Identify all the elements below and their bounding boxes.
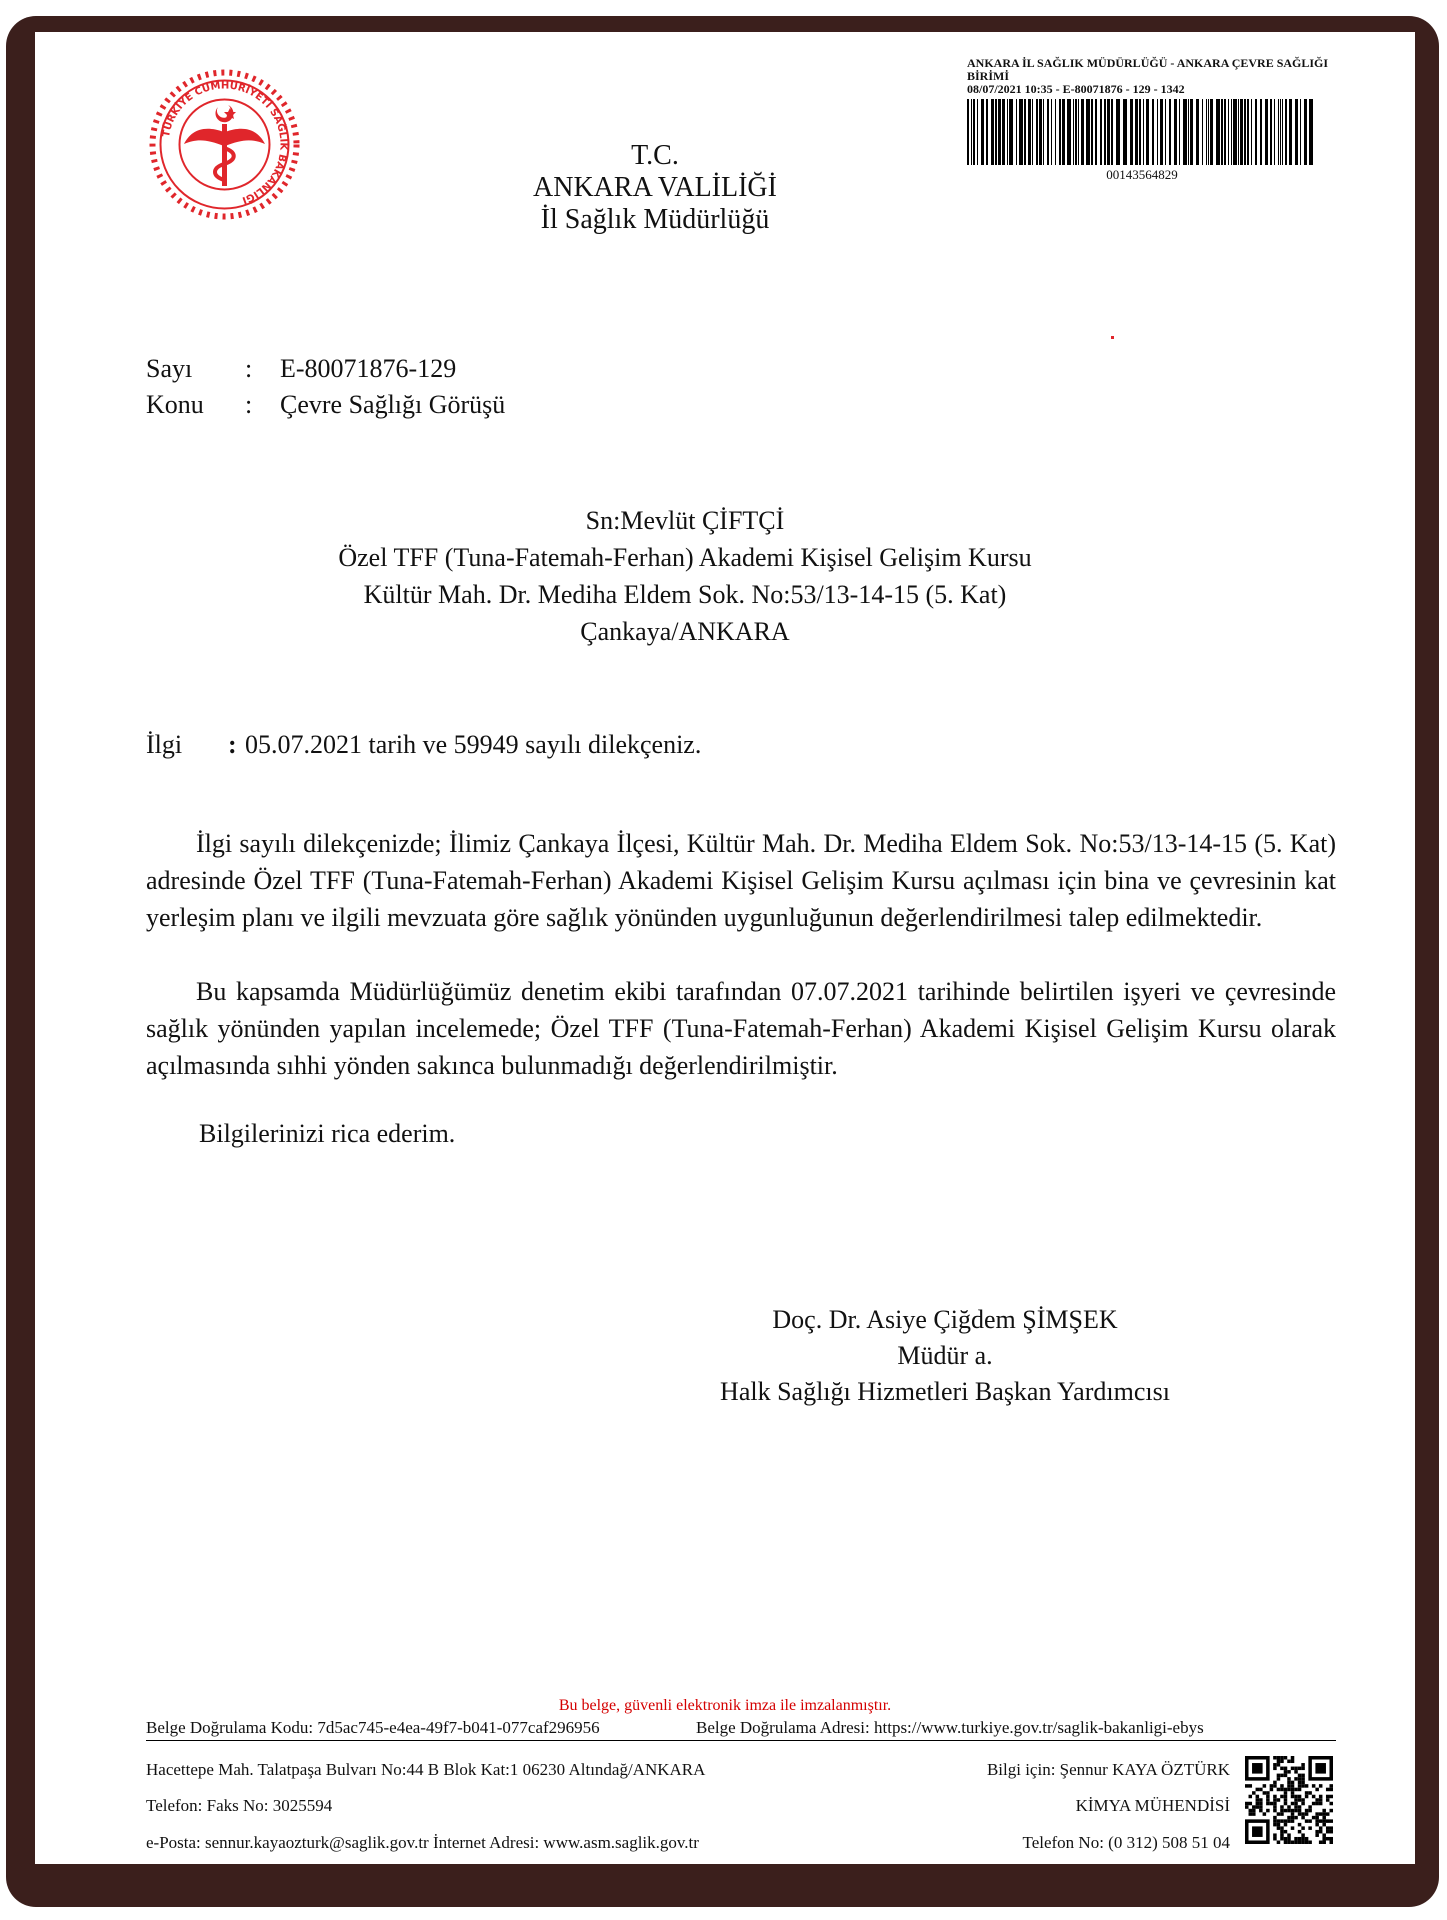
verify-address-link[interactable]: https://www.turkiye.gov.tr/saglik-bakanligi-ebys (874, 1718, 1204, 1737)
info-contact: Bilgi için: Şennur KAYA ÖZTÜRK (986, 1760, 1230, 1779)
verify-address (696, 1718, 1204, 1738)
svg-text:TÜRKİYE CUMHURİYETİ SAĞLIK BAK: TÜRKİYE CUMHURİYETİ SAĞLIK BAKANLIĞI (160, 80, 289, 206)
ilgi-label: İlgi (146, 730, 183, 759)
signature-name: Doç. Dr. Asiye Çiğdem ŞİMŞEK (772, 1305, 1118, 1334)
signature-title: Halk Sağlığı Hizmetleri Başkan Yardımcısı (720, 1377, 1170, 1406)
document-header (505, 140, 805, 236)
secure-signature-note: Bu belge, güvenli elektronik imza ile imzalanmıştır. (558, 1697, 892, 1714)
ilgi-value: 05.07.2021 tarih ve 59949 sayılı dilekçeniz. (245, 730, 702, 759)
header-tc: T.C. (631, 140, 679, 171)
signature-role: Müdür a. (897, 1341, 993, 1370)
footer-divider (146, 1740, 1336, 1741)
header-mudurluk: İl Sağlık Müdürlüğü (540, 204, 770, 235)
konu-label: Konu (146, 390, 204, 419)
document-page (35, 32, 1415, 1864)
sayi-label: Sayı (146, 354, 193, 383)
barcode-icon (967, 99, 1317, 165)
verify-code-value: 7d5ac745-e4ea-49f7-b041-077caf296956 (317, 1718, 600, 1737)
ministry-logo-icon (142, 62, 307, 227)
barcode-ref: 08/07/2021 10:35 - E-80071876 - 129 - 1342 (967, 82, 1185, 96)
barcode-org: ANKARA İL SAĞLIK MÜDÜRLÜĞÜ - ANKARA ÇEVRE SAĞLIĞI BİRİMİ (967, 56, 1329, 83)
verify-address-label: Belge Doğrulama Adresi: (696, 1718, 870, 1737)
footer-address: Hacettepe Mah. Talatpaşa Bulvarı No:44 B Blok Kat:1 06230 Altındağ/ANKARA (146, 1760, 706, 1779)
signature-block (715, 1302, 1175, 1410)
info-title: KİMYA MÜHENDİSİ (1075, 1796, 1230, 1815)
verify-code (146, 1718, 600, 1738)
ilgi-sep: : (228, 730, 237, 759)
body-paragraph-1: İlgi sayılı dilekçenizde; İlimiz Çankaya İlçesi, Kültür Mah. Dr. Mediha Eldem Sok. No:53/13-14-15 (5. Kat) adresinde Özel TFF (Tuna-Fatemah-Ferhan) Akademi Kişisel Gelişim Kursu açılması için bina ve çevresinin kat yerleşim planı ve ilgili mevzuata göre sağlık yönünden uygunluğunun değerlendirilmesi talep edilmektedir. (146, 829, 1336, 932)
header-valilik: ANKARA VALİLİĞİ (533, 172, 777, 203)
body-paragraph-2: Bu kapsamda Müdürlüğümüz denetim ekibi tarafından 07.07.2021 tarihinde belirtilen işyeri ve çevresinde sağlık yönünden yapılan incelemede; Özel TFF (Tuna-Fatemah-Ferhan) Akademi Kişisel Gelişim Kursu olarak açılmasında sıhhi yönden sakınca bulunmadığı değerlendirilmiştir. (146, 977, 1336, 1080)
footer-email: e-Posta: sennur.kayaozturk@saglik.gov.tr İnternet Adresi: www.asm.saglik.gov.tr (146, 1833, 699, 1852)
konu-value: Çevre Sağlığı Görüşü (280, 390, 506, 419)
barcode-number: 00143564829 (1106, 167, 1178, 182)
recipient-city: Çankaya/ANKARA (580, 617, 790, 646)
red-dot (1111, 336, 1114, 339)
recipient-name: Sn:Mevlüt ÇİFTÇİ (585, 506, 785, 535)
closing-line: Bilgilerinizi rica ederim. (199, 1119, 456, 1148)
sayi-value: E-80071876-129 (280, 354, 457, 383)
recipient-org: Özel TFF (Tuna-Fatemah-Ferhan) Akademi Kişisel Gelişim Kursu (338, 543, 1032, 572)
footer-phone: Telefon: Faks No: 3025594 (146, 1796, 333, 1815)
qr-code-icon (1245, 1756, 1333, 1844)
verify-code-label: Belge Doğrulama Kodu: (146, 1718, 314, 1737)
info-phone: Telefon No: (0 312) 508 51 04 (1022, 1833, 1230, 1852)
barcode-block (967, 57, 1387, 183)
recipient-block (285, 502, 1085, 650)
sayi-sep: : (245, 354, 253, 383)
konu-sep: : (245, 390, 253, 419)
recipient-address: Kültür Mah. Dr. Mediha Eldem Sok. No:53/13-14-15 (5. Kat) (363, 580, 1007, 609)
